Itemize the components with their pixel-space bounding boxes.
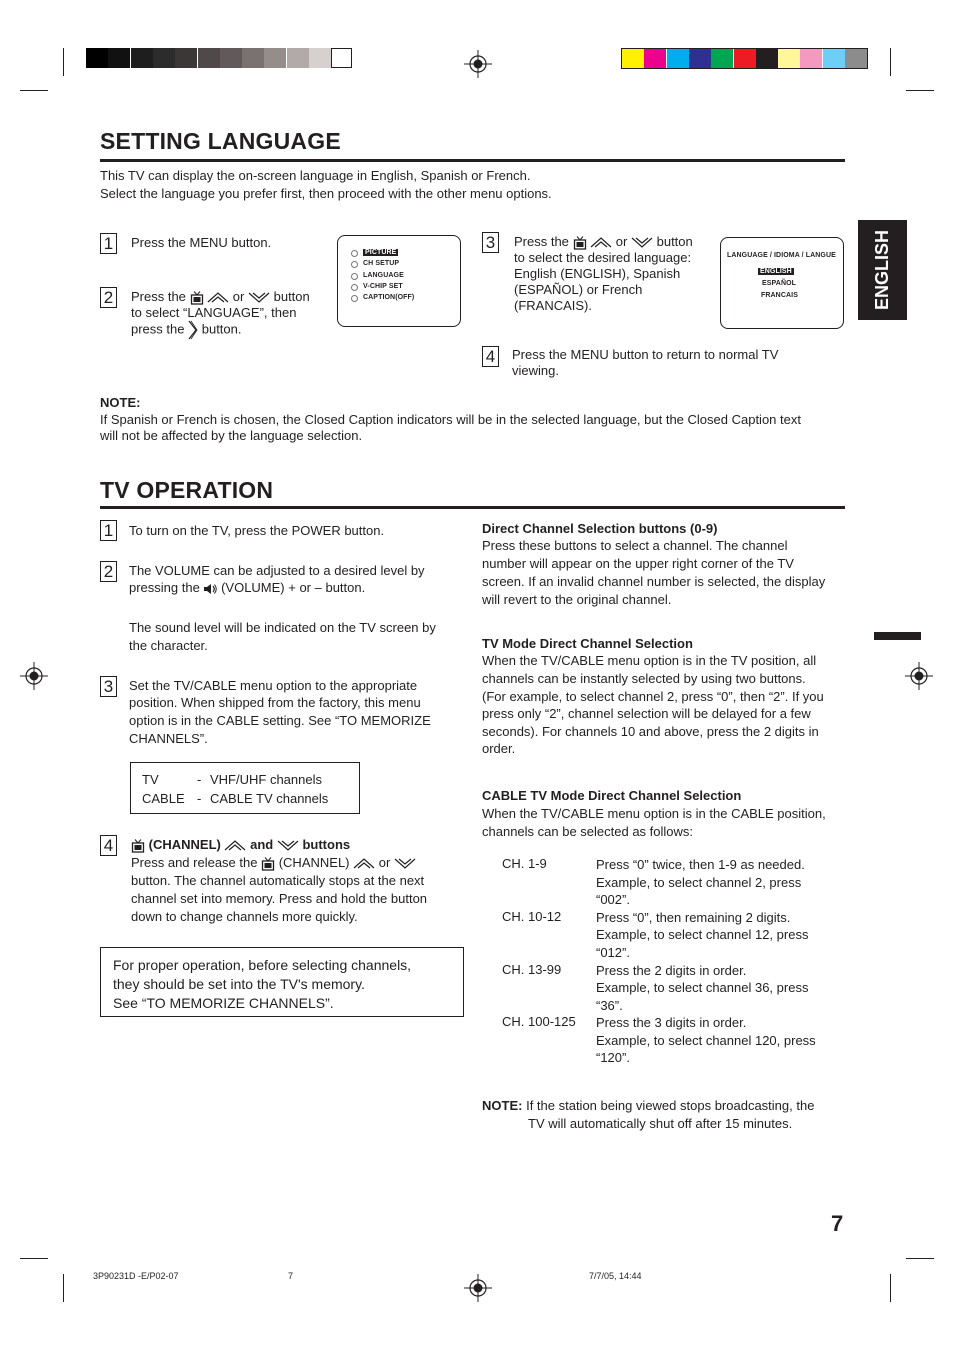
step-text-part: pressing the (129, 580, 200, 595)
gray-swatch (86, 48, 108, 68)
crop-mark (890, 48, 891, 76)
mode-name: TV (142, 772, 159, 787)
registration-mark-icon (464, 1274, 492, 1302)
channel-instruction: “120”. (596, 1050, 630, 1066)
channel-down-icon (394, 858, 416, 869)
note (482, 1097, 814, 1115)
channel-up-icon (590, 237, 612, 248)
channel-instruction: Press the 2 digits in order. (596, 962, 747, 978)
channel-instruction: Press the 3 digits in order. (596, 1015, 747, 1031)
gray-swatch (131, 48, 153, 68)
body-text: (For example, to select channel 2, press “0”, then “2”. If you (482, 689, 824, 704)
crop-mark (906, 90, 934, 91)
channel-instruction: Press “0”, then remaining 2 digits. (596, 909, 791, 925)
mode-desc: CABLE TV channels (210, 791, 329, 806)
osd-menu-bullet-icon (351, 284, 358, 291)
step-text-part: button (656, 234, 693, 249)
note-label: NOTE: (482, 1098, 523, 1113)
crop-mark (20, 90, 48, 91)
step-heading (131, 836, 350, 854)
osd-menu-item: PICTURE (365, 249, 397, 256)
step-text (131, 854, 416, 872)
mode-table (130, 762, 360, 814)
title-rule (100, 159, 845, 162)
mode-desc: VHF/UHF channels (210, 772, 322, 787)
channel-instruction: Example, to select channel 2, press (596, 874, 802, 890)
osd-menu-bullet-icon (351, 250, 358, 257)
step-text: To turn on the TV, press the POWER button. (129, 523, 385, 538)
step-text-part: button (273, 289, 310, 304)
notice-text: For proper operation, before selecting channels, (113, 957, 412, 973)
step-text: English (ENGLISH), Spanish (514, 266, 681, 281)
channel-range: CH. 13-99 (502, 961, 562, 977)
osd-menu-item: CAPTION(OFF) (363, 294, 415, 302)
step-text: Press the MENU button. (131, 235, 272, 250)
english-side-tab: ENGLISH (858, 220, 907, 320)
step-text: option is in the CABLE setting. See “TO MEMORIZE (129, 713, 431, 728)
step-text-part: or (378, 855, 391, 870)
step-text-part: or (232, 289, 245, 304)
body-text: Press these buttons to select a channel. The channel (482, 538, 788, 553)
step-heading-part: (CHANNEL) (148, 837, 221, 852)
step-text-part: press the (131, 321, 185, 337)
step-text: Set the TV/CABLE menu option to the appropriate (129, 678, 418, 693)
step-number: 1 (100, 233, 117, 254)
step-text: Press the MENU button to return to normal TV (512, 347, 779, 362)
gray-swatch (309, 48, 331, 68)
step-text (129, 579, 365, 597)
channel-tv-icon (573, 236, 587, 250)
osd-menu-item: CH SETUP (363, 260, 400, 268)
osd-menu-screen (337, 235, 461, 327)
body-text: When the TV/CABLE menu option is in the CABLE position, (482, 806, 826, 821)
channel-range: CH. 1-9 (502, 856, 547, 871)
title-rule (100, 506, 845, 509)
channel-down-icon (631, 237, 653, 248)
body-text: screen. If an invalid channel number is selected, the display (482, 574, 826, 589)
volume-speaker-icon (203, 583, 217, 595)
osd-language-screen (720, 237, 844, 329)
step-number: 4 (482, 346, 499, 367)
step-number: 3 (100, 676, 117, 697)
channel-instruction: “002”. (596, 892, 630, 907)
gray-swatch (153, 48, 175, 68)
step-text: button. The channel automatically stops at the next (131, 873, 425, 888)
gray-swatch (220, 48, 242, 68)
crop-mark (20, 1258, 48, 1259)
body-text: channels can be selected as follows: (482, 824, 694, 839)
right-arrow-icon (188, 320, 198, 340)
channel-instruction: Example, to select channel 36, press (596, 980, 809, 996)
channel-tv-icon (131, 839, 145, 853)
channel-range: CH. 10-12 (502, 908, 562, 924)
channel-instruction: Press “0” twice, then 1-9 as needed. (596, 857, 805, 872)
step-text: (ESPAÑOL) or French (514, 282, 643, 297)
mode-dash: - (197, 772, 202, 787)
mode-dash: - (197, 791, 202, 806)
gray-swatch (108, 48, 130, 68)
channel-instruction: Example, to select channel 120, press (596, 1032, 816, 1048)
step-text (514, 233, 693, 251)
step-number: 1 (100, 520, 117, 541)
gray-swatch (175, 48, 197, 68)
footer-page: 7 (288, 1271, 294, 1281)
channel-range: CH. 100-125 (502, 1014, 576, 1030)
subheading: Direct Channel Selection buttons (0-9) (482, 521, 718, 536)
crop-mark (906, 1258, 934, 1259)
osd-language-header: LANGUAGE / IDIOMA / LANGUE (727, 252, 836, 259)
channel-tv-icon (190, 291, 204, 305)
osd-language-option: ESPAÑOL (762, 280, 797, 287)
step-text-part: (CHANNEL) (278, 855, 350, 870)
note-text: If Spanish or French is chosen, the Closed Caption indicators will be in the selected language, but the Closed Caption text (100, 412, 801, 427)
body-text: When the TV/CABLE menu option is in the TV position, all (482, 653, 817, 668)
gray-swatch (242, 48, 264, 68)
step-text: the character. (129, 638, 208, 653)
step-heading-part: buttons (302, 837, 351, 852)
step-text: The sound level will be indicated on the TV screen by (129, 620, 436, 635)
note-label: NOTE: (100, 395, 141, 410)
body-text: seconds). For channels 10 and above, press the 2 digits in (482, 724, 819, 739)
footer-code: 3P90231D -E/P02-07 (93, 1271, 179, 1281)
notice-text: they should be set into the TV's memory. (113, 976, 365, 992)
step-text: position. When shipped from the factory, this menu (129, 695, 421, 710)
footer-date: 7/7/05, 14:44 (589, 1271, 642, 1281)
osd-language-option-selected: ENGLISH (760, 268, 792, 275)
crop-mark (63, 1274, 64, 1302)
body-text: number will appear on the upper right corner of the TV (482, 556, 794, 571)
subheading: TV Mode Direct Channel Selection (482, 636, 693, 651)
gray-swatch (264, 48, 286, 68)
channel-down-icon (248, 292, 270, 303)
crop-mark (890, 1274, 891, 1302)
step-text-part: Press the (131, 289, 186, 304)
step-text-part: or (615, 234, 628, 249)
body-text: order. (482, 741, 516, 756)
registration-mark-icon (905, 662, 933, 690)
step-text: channel set into memory. Press and hold the button (131, 891, 428, 906)
osd-menu-bullet-icon (351, 273, 358, 280)
step-heading-part: and (250, 837, 274, 852)
step-text-part: (VOLUME) + or – button. (221, 580, 366, 595)
page-number: 7 (831, 1211, 844, 1236)
step-text (131, 288, 310, 306)
gray-swatch (331, 48, 352, 68)
step-text: The VOLUME can be adjusted to a desired level by (129, 563, 425, 578)
step-text: viewing. (512, 363, 559, 378)
step-text: to select the desired language: (514, 250, 692, 265)
channel-up-icon (353, 858, 375, 869)
notice-box (100, 947, 464, 1017)
body-text: channels can be instantly selected by using two buttons. (482, 671, 806, 686)
note-text: If the station being viewed stops broadcasting, the (526, 1098, 815, 1113)
notice-text: See “TO MEMORIZE CHANNELS”. (113, 995, 334, 1011)
osd-menu-item: V-CHIP SET (363, 282, 403, 290)
step-text: to select “LANGUAGE”, then (131, 305, 297, 320)
registration-mark-icon (464, 50, 492, 78)
step-number: 2 (100, 287, 117, 308)
step-number: 4 (100, 835, 117, 856)
step-number: 2 (100, 561, 117, 582)
channel-instruction: “36”. (596, 997, 623, 1013)
page-marker-bar (874, 632, 921, 640)
step-text (131, 320, 242, 340)
step-text: down to change channels more quickly. (131, 909, 358, 924)
osd-language-option: FRANCAIS (761, 292, 798, 299)
step-text: (FRANCAIS). (514, 298, 592, 313)
step-text: CHANNELS”. (129, 731, 208, 746)
mode-name: CABLE (142, 791, 185, 806)
osd-menu-item: LANGUAGE (363, 271, 404, 279)
step-text-part: button. (201, 321, 242, 337)
section-title-setting-language: SETTING LANGUAGE (100, 128, 341, 154)
gray-swatch (198, 48, 220, 68)
channel-down-icon (277, 840, 299, 851)
channel-tv-icon (261, 857, 275, 871)
subheading: CABLE TV Mode Direct Channel Selection (482, 788, 742, 803)
osd-menu-bullet-icon (351, 295, 358, 302)
color-bar-frame (621, 48, 868, 69)
gray-swatch (287, 48, 309, 68)
channel-up-icon (224, 840, 246, 851)
body-text: will revert to the original channel. (482, 592, 672, 607)
channel-instruction: “012”. (596, 944, 630, 960)
crop-mark (63, 48, 64, 76)
note-text: will not be affected by the language selection. (100, 428, 363, 443)
step-text-part: Press and release the (131, 855, 258, 870)
channel-up-icon (207, 292, 229, 303)
osd-menu-bullet-icon (351, 261, 358, 268)
registration-mark-icon (20, 662, 48, 690)
body-text: press only “2”, channel selection will be delayed for a few (482, 706, 811, 721)
step-number: 3 (482, 232, 499, 253)
section-title-tv-operation: TV OPERATION (100, 477, 274, 503)
intro-text: This TV can display the on-screen language in English, Spanish or French. (100, 168, 531, 183)
intro-text: Select the language you prefer first, then proceed with the other menu options. (100, 186, 552, 201)
channel-instruction: Example, to select channel 12, press (596, 927, 809, 943)
step-text-part: Press the (514, 234, 569, 249)
note-text: TV will automatically shut off after 15 minutes. (528, 1116, 793, 1131)
